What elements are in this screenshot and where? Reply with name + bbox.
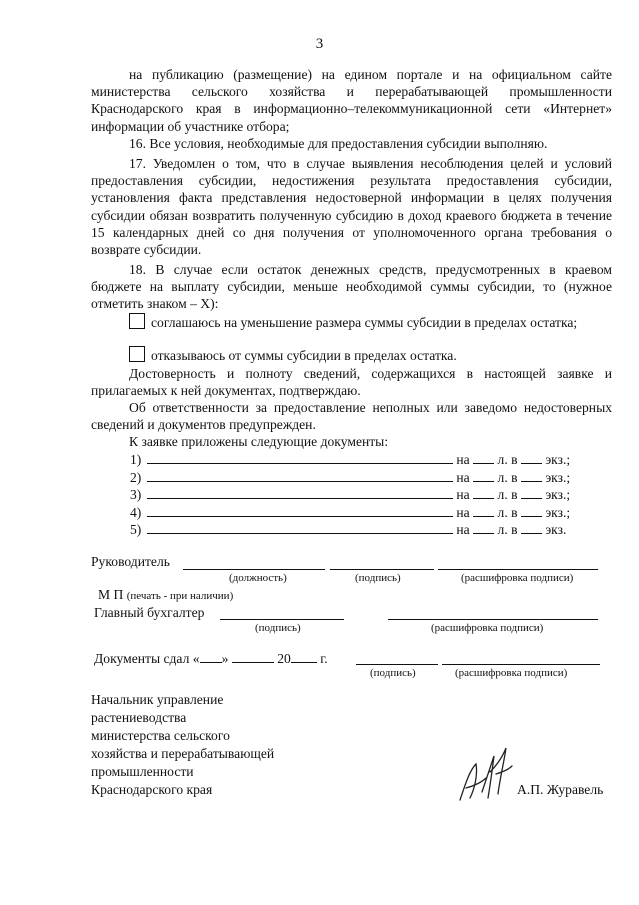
caption-signature: (подпись): [355, 572, 401, 584]
submitted-day-line[interactable]: [200, 650, 222, 663]
paragraph-responsibility: Об ответственности за предоставление неполных или заведомо недостоверных сведений и документов предупрежден.: [91, 400, 612, 433]
submitted-caption-signature: (подпись): [370, 667, 416, 679]
signatory-line-3: министерства сельского: [91, 728, 230, 743]
document-pages-line[interactable]: [473, 504, 494, 517]
submitted-decoding-line[interactable]: [442, 664, 600, 665]
submitted-line: [94, 650, 328, 667]
document-end: экз.;: [545, 487, 571, 502]
paragraph-17: 17. Уведомлен о том, что в случае выявления несоблюдения целей и условий предоставления субсидии, недостижения результата предоставления субсидии, установления факта представления недостоверной информации в целях получения субсидии обязан возвратить полученную субсидию в доход краевого бюджета в течение 15 календарных дней со дня получения от уполномоченного органа требования о возврате субсидии.: [91, 156, 612, 258]
submitted-quote: »: [221, 651, 229, 666]
page-number: 3: [315, 36, 324, 52]
document-end: экз.;: [545, 452, 571, 467]
agree-checkbox[interactable]: [129, 313, 145, 329]
document-na: на: [456, 469, 470, 485]
document-na: на: [456, 487, 470, 502]
document-name-line[interactable]: [147, 504, 453, 517]
submitted-year-line[interactable]: [291, 650, 317, 663]
document-na: на: [456, 504, 470, 520]
option-refuse-label: отказываюсь от суммы субсидии в пределах остатка.: [151, 348, 457, 363]
document-name-line[interactable]: [147, 486, 453, 499]
document-na: на: [456, 452, 470, 467]
head-label: Руководитель: [91, 554, 170, 569]
document-name-line[interactable]: [147, 521, 453, 534]
document-pages-line[interactable]: [473, 469, 494, 482]
accountant-signature-line[interactable]: [220, 619, 344, 620]
document-na: на: [456, 522, 470, 537]
document-copies-line[interactable]: [521, 451, 542, 464]
document-number: 5): [130, 522, 142, 537]
submitted-prefix: Документы сдал «: [94, 651, 200, 666]
stamp-label: [98, 587, 233, 603]
option-agree-label: соглашаюсь на уменьшение размера суммы субсидии в пределах остатка;: [151, 315, 578, 330]
option-refuse: [91, 346, 612, 364]
paragraph-16: 16. Все условия, необходимые для предоставления субсидии выполняю.: [129, 136, 548, 151]
paragraph-attached: К заявке приложены следующие документы:: [129, 434, 389, 449]
document-lv: л. в: [497, 487, 518, 502]
document-number: 3): [130, 487, 142, 502]
document-copies-line[interactable]: [521, 504, 542, 517]
signatory-name: А.П. Журавель: [517, 782, 604, 797]
submitted-signature-line[interactable]: [356, 664, 438, 665]
document-lv: л. в: [497, 452, 518, 467]
document-pages-line[interactable]: [473, 486, 494, 499]
document-number: 4): [130, 504, 142, 520]
document-copies-line[interactable]: [521, 486, 542, 499]
signatory-line-1: Начальник управление: [91, 692, 224, 707]
accountant-decoding-line[interactable]: [388, 619, 598, 620]
document-row: [130, 486, 600, 503]
paragraph-publication-consent: на публикацию (размещение) на едином портале и на официальном сайте министерства сельского хозяйства и перерабатывающей промышленности Краснодарского края в информационно–телекоммуникационной сети «Интернет» информации об участнике отбора;: [91, 67, 612, 134]
submitted-suffix: г.: [320, 651, 328, 666]
caption-decoding: (расшифровка подписи): [461, 572, 574, 584]
paragraph-18: 18. В случае если остаток денежных средств, предусмотренных в краевом бюджете на выплату субсидии, меньше необходимой суммы субсидии, то (нужное отметить знаком – X):: [91, 262, 612, 312]
submitted-month-line[interactable]: [232, 650, 274, 663]
accountant-caption-decoding: (расшифровка подписи): [431, 622, 544, 634]
document-number: 2): [130, 469, 142, 485]
document-end: экз.;: [545, 504, 571, 520]
refuse-checkbox[interactable]: [129, 346, 145, 362]
document-name-line[interactable]: [147, 451, 453, 464]
head-decoding-line[interactable]: [438, 569, 598, 570]
document-pages-line[interactable]: [473, 451, 494, 464]
head-signature-line[interactable]: [330, 569, 434, 570]
stamp-note: (печать - при наличии): [126, 590, 234, 602]
document-number: 1): [130, 452, 142, 467]
document-lv: л. в: [497, 522, 518, 537]
document-row: [130, 504, 600, 521]
option-agree: [91, 313, 612, 331]
document-row: [130, 469, 600, 486]
signatory-line-4: хозяйства и перерабатывающей: [91, 746, 275, 761]
submitted-year: 20: [277, 651, 291, 666]
document-copies-line[interactable]: [521, 469, 542, 482]
signatory-line-6: Краснодарского края: [91, 782, 213, 797]
document-pages-line[interactable]: [473, 521, 494, 534]
document-lv: л. в: [497, 469, 518, 485]
paragraph-confirm: Достоверность и полноту сведений, содержащихся в настоящей заявке и прилагаемых к ней документах, подтверждаю.: [91, 366, 612, 399]
accountant-caption-signature: (подпись): [255, 622, 301, 634]
submitted-caption-decoding: (расшифровка подписи): [455, 667, 568, 679]
document-row: [130, 451, 600, 468]
document-row: [130, 521, 600, 538]
signatory-line-2: растениеводства: [91, 710, 187, 725]
document-copies-line[interactable]: [521, 521, 542, 534]
document-end: экз.: [545, 522, 567, 537]
signatory-title: [91, 691, 274, 799]
stamp-mp: М П: [98, 587, 124, 602]
document-lv: л. в: [497, 504, 518, 520]
accountant-label: Главный бухгалтер: [94, 605, 205, 620]
caption-position: (должность): [229, 572, 287, 584]
document-name-line[interactable]: [147, 469, 453, 482]
document-end: экз.;: [545, 469, 571, 485]
head-position-line[interactable]: [183, 569, 325, 570]
handwritten-signature: [452, 742, 522, 812]
signatory-line-5: промышленности: [91, 764, 194, 779]
